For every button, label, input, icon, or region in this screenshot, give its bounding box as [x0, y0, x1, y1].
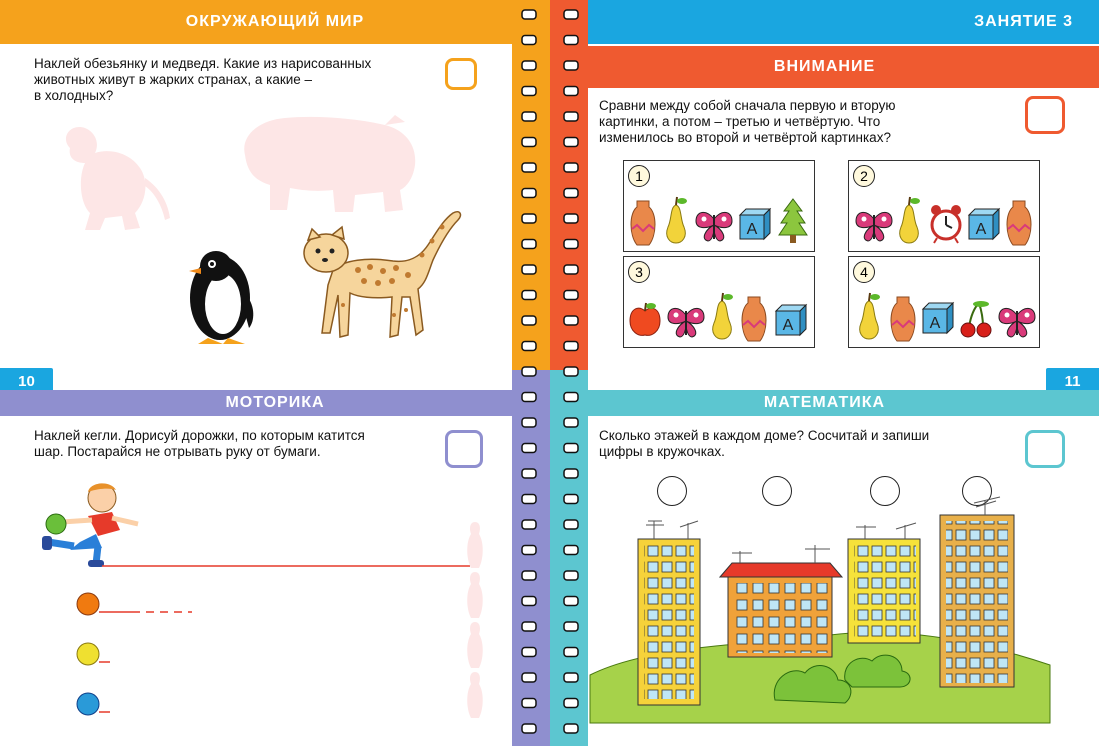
- binding-ring: [564, 240, 578, 249]
- attention-header: [550, 46, 1099, 88]
- monkey-sticker-silhouette: [50, 118, 180, 238]
- picture-card-2: [848, 160, 1040, 252]
- math-header-label: МАТЕМАТИКА: [763, 394, 886, 411]
- binding-ring: [522, 291, 536, 300]
- butterfly-icon: [997, 305, 1037, 339]
- binding-ring: [564, 699, 578, 708]
- binding-ring: [522, 597, 536, 606]
- vase-icon: [889, 295, 917, 343]
- pear-icon: [662, 195, 690, 245]
- alarm-clock-icon: [929, 203, 963, 245]
- binding-ring: [522, 61, 536, 70]
- spiral-binding: [512, 0, 588, 746]
- math-task-text: Сколько этажей в каждом доме? Сосчитай и запиши цифры в кружочках.: [599, 428, 930, 459]
- leopard-illustration: [298, 205, 463, 345]
- bowling-lanes: [72, 520, 512, 730]
- cube-letter: A: [782, 317, 794, 334]
- page-number-left-label: 10: [18, 372, 35, 390]
- binding-ring: [522, 189, 536, 198]
- picture-card-1: [623, 160, 815, 252]
- binding-ring: [564, 469, 578, 478]
- binding-ring: [564, 163, 578, 172]
- binding-ring: [522, 724, 536, 733]
- cube-letter: A: [975, 221, 987, 238]
- binding-ring: [564, 418, 578, 427]
- butterfly-icon: [694, 209, 734, 243]
- lesson-title: ЗАНЯТИЕ 3: [974, 13, 1073, 30]
- vase-icon: [1005, 199, 1033, 247]
- binding-ring: [522, 444, 536, 453]
- binding-ring: [564, 648, 578, 657]
- world-header-label: ОКРУЖАЮЩИЙ МИР: [185, 13, 365, 30]
- vase-icon: [740, 295, 768, 343]
- binding-ring: [564, 36, 578, 45]
- cherries-icon: [959, 299, 993, 339]
- fir-tree-icon: [778, 197, 808, 245]
- cube-letter: A: [929, 315, 941, 332]
- binding-ring: [522, 520, 536, 529]
- binding-ring: [522, 367, 536, 376]
- motorics-header-label: МОТОРИКА: [225, 394, 325, 411]
- pear-icon: [855, 291, 883, 341]
- card-number: 1: [628, 165, 650, 187]
- attention-task-text: Сравни между собой сначала первую и вторую картинки, а потом – третью и четвёртую. Что изменилось во второй и четвёртой картинках?: [599, 98, 896, 145]
- binding-ring: [564, 112, 578, 121]
- motorics-task-text: Наклей кегли. Дорисуй дорожки, по которым катится шар. Постарайся не отрывать руку от бумаги.: [34, 428, 365, 459]
- attention-checkbox[interactable]: [1025, 96, 1065, 134]
- picture-card-4: [848, 256, 1040, 348]
- binding-ring: [564, 495, 578, 504]
- card-number: 3: [628, 261, 650, 283]
- binding-ring: [522, 240, 536, 249]
- cube-icon: [774, 303, 808, 337]
- card-number: 2: [853, 165, 875, 187]
- penguin-illustration: [183, 246, 258, 346]
- binding-ring: [564, 87, 578, 96]
- binding-ring: [522, 699, 536, 708]
- binding-ring: [564, 291, 578, 300]
- cube-icon: [921, 301, 955, 335]
- binding-ring: [522, 112, 536, 121]
- butterfly-icon: [666, 305, 706, 339]
- binding-ring: [522, 163, 536, 172]
- binding-strip: [512, 0, 588, 746]
- binding-ring: [522, 648, 536, 657]
- card-number: 4: [853, 261, 875, 283]
- cube-icon: [967, 207, 1001, 241]
- binding-ring: [564, 622, 578, 631]
- cube-icon: [738, 207, 772, 241]
- binding-ring: [522, 673, 536, 682]
- binding-ring: [564, 444, 578, 453]
- binding-ring: [564, 597, 578, 606]
- binding-ring: [522, 546, 536, 555]
- binding-ring: [564, 520, 578, 529]
- binding-ring: [522, 214, 536, 223]
- binding-ring: [564, 393, 578, 402]
- world-task-text: Наклей обезьянку и медведя. Какие из нарисованных животных живут в жарких странах, а какие – в холодных?: [34, 56, 372, 103]
- pear-icon: [895, 195, 923, 245]
- binding-ring: [564, 724, 578, 733]
- binding-ring: [522, 393, 536, 402]
- butterfly-icon: [854, 209, 894, 243]
- attention-header-label: ВНИМАНИЕ: [773, 58, 876, 75]
- binding-ring: [564, 367, 578, 376]
- binding-ring: [564, 342, 578, 351]
- binding-ring: [522, 36, 536, 45]
- binding-ring: [564, 316, 578, 325]
- motorics-header: [0, 390, 550, 416]
- bear-sticker-silhouette: [235, 110, 420, 215]
- binding-ring: [522, 87, 536, 96]
- binding-ring: [522, 571, 536, 580]
- binding-ring: [522, 622, 536, 631]
- binding-ring: [522, 469, 536, 478]
- binding-ring: [564, 61, 578, 70]
- binding-ring: [564, 265, 578, 274]
- math-header: [550, 390, 1099, 416]
- binding-ring: [564, 10, 578, 19]
- lesson-header: [550, 0, 1099, 44]
- apple-icon: [628, 301, 662, 339]
- bowling-pin-silhouettes: [460, 520, 490, 730]
- city-houses-illustration: [590, 495, 1050, 723]
- picture-card-3: [623, 256, 815, 348]
- binding-ring: [564, 189, 578, 198]
- page-number-right-label: 11: [1064, 372, 1081, 390]
- math-checkbox[interactable]: [1025, 430, 1065, 468]
- binding-ring: [522, 316, 536, 325]
- binding-ring: [522, 495, 536, 504]
- binding-ring: [564, 138, 578, 147]
- binding-ring: [564, 546, 578, 555]
- world-header: [0, 0, 550, 44]
- binding-ring: [564, 571, 578, 580]
- cube-letter: A: [746, 221, 758, 238]
- binding-ring: [522, 265, 536, 274]
- vase-icon: [629, 199, 657, 247]
- binding-ring: [522, 418, 536, 427]
- binding-ring: [522, 10, 536, 19]
- motorics-checkbox[interactable]: [445, 430, 483, 468]
- binding-ring: [564, 673, 578, 682]
- world-checkbox[interactable]: [445, 58, 477, 90]
- binding-ring: [522, 138, 536, 147]
- pear-icon: [708, 291, 736, 341]
- binding-ring: [564, 214, 578, 223]
- binding-ring: [522, 342, 536, 351]
